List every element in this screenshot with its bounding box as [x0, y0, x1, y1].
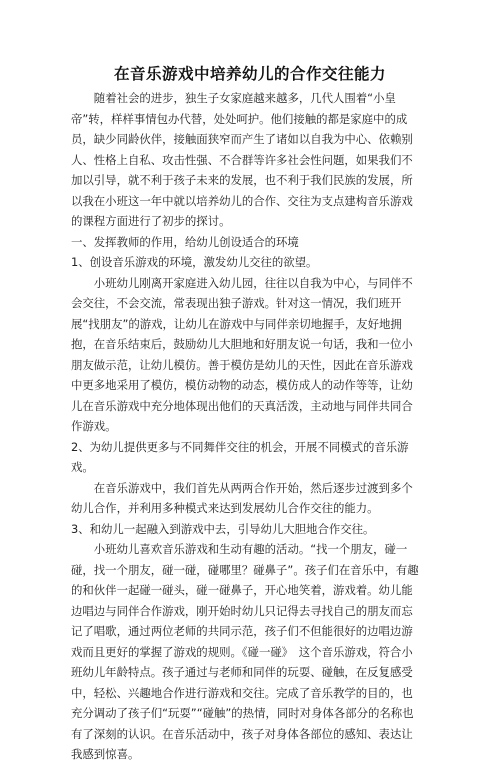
section-heading-1: 一、发挥教师的作用，给幼儿创设适合的环境	[71, 234, 299, 249]
document-title: 在音乐游戏中培养幼儿的合作交往能力	[113, 65, 386, 83]
document-body	[71, 88, 421, 765]
paragraph-1: 小班幼儿刚离开家庭进入幼儿园，往往以自我为中心，与同伴不会交往，不会交流，常表现出独子游戏。针对这一情况，我们班开展“找朋友”的游戏，让幼儿在游戏中与同伴亲切地握手，友好地拥抱，在音乐结束后，鼓励幼儿大胆地和好朋友说一句话，我和一位小朋友做示范，让幼儿模仿。善于模仿是幼儿的天性，因此在音乐游戏中更多地采用了模仿，模仿动物的动态，模仿成人的动作等等，让幼儿在音乐游戏中充分地体现出他们的天真活泼，主动地与同伴共同合作游戏。	[71, 275, 413, 433]
paragraph-3: 小班幼儿喜欢音乐游戏和生动有趣的活动。“找一个朋友，碰一碰，找一个朋友，碰一碰，碰哪里？碰鼻子”。孩子们在音乐中，有趣的和伙伴一起碰一碰头，碰一碰鼻子，开心地笑着，游戏着。幼儿能边唱边与同伴合作游戏，刚开始时幼儿只记得去寻找自己的朋友而忘记了唱歌，通过两位老师的共同示范，孩子们不但能很好的边唱边游戏而且更好的掌握了游戏的规则。《碰一碰》 这个音乐游戏，符合小班幼儿年龄特点。孩子通过与老师和同伴的玩耍、碰触，在反复感受中，轻松、兴趣地合作进行游戏和交往。完成了音乐教学的目的，也充分调动了孩子们“玩耍”“碰触”的热情，同时对身体各部分的名称也有了深刻的认识。在音乐活动中，孩子对身体各部位的感知、表达让我感到惊喜。	[71, 542, 419, 761]
subsection-heading-1: 1、创设音乐游戏的环境，激发幼儿交往的欲望。	[71, 255, 318, 269]
paragraph-intro: 随着社会的进步，独生子女家庭越来越多，几代人围着“小皇帝”转，样样事情包办代替，处处呵护。他们接触的都是家庭中的成员，缺少同龄伙伴，接触面狭窄而产生了诸如以自我为中心、依赖别人、性格上自私、攻击性强、不合群等许多社会性问题，如果我们不加以引导，就不利于孩子未来的发展，也不利于我们民族的发展，所以我在小班这一年中就以培养幼儿的合作、交往为支点建构音乐游戏的课程方面进行了初步的探讨。	[71, 91, 413, 228]
subsection-heading-2: 2、为幼儿提供更多与不同舞伴交往的机会，开展不同模式的音乐游戏。	[71, 439, 409, 474]
paragraph-2: 在音乐游戏中，我们首先从两两合作开始，然后逐步过渡到多个幼儿合作，并利用多种模式来达到发展幼儿合作交往的能力。	[71, 480, 413, 515]
subsection-heading-3: 3、和幼儿一起融入到游戏中去，引导幼儿大胆地合作交往。	[71, 521, 375, 536]
